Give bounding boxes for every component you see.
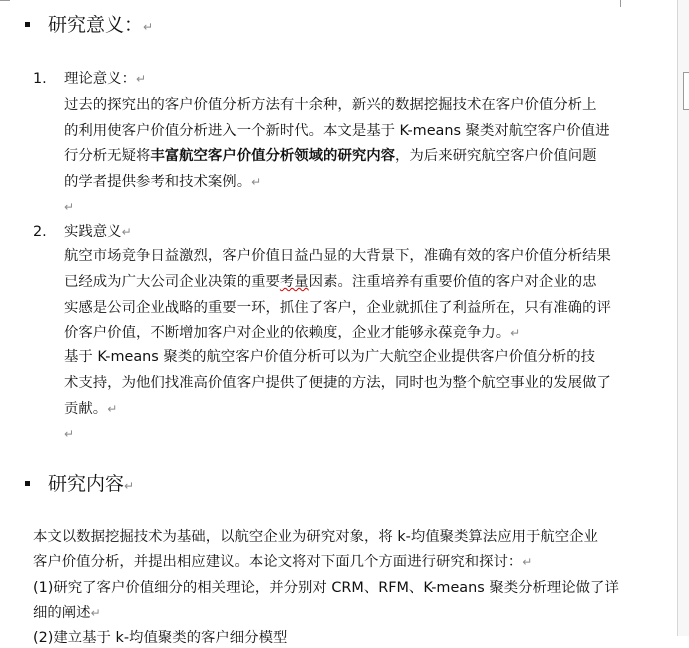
paragraph-mark: ↵ bbox=[64, 427, 75, 441]
heading-bullet bbox=[25, 14, 30, 33]
paragraph-mark: ↵ bbox=[124, 479, 135, 493]
text-run: 因素。注重培养有重要价值的客户对企业的忠 bbox=[308, 274, 597, 290]
title-text: 实践意义 bbox=[64, 224, 122, 240]
text-run: 贡献。 bbox=[64, 401, 108, 417]
text-run: 客户价值分析，并提出相应建议。本论文将对下面几个方面进行研究和探讨： bbox=[33, 554, 523, 570]
paragraph-line bbox=[64, 172, 261, 192]
text-run: 细的阐述 bbox=[33, 605, 91, 621]
spellcheck-underlined-text[interactable]: 考量 bbox=[279, 274, 309, 290]
text-run: 的学者提供参考和技术案例。 bbox=[64, 174, 252, 190]
text-run: 价客户价值，不断增加客户对企业的依赖度，企业才能够永葆竞争力。 bbox=[64, 325, 511, 341]
paragraph-mark: ↵ bbox=[143, 20, 154, 34]
heading-text: 研究意义： bbox=[48, 14, 144, 36]
paragraph-line: (2)建立基于 k-均值聚类的客户细分模型 bbox=[33, 630, 288, 646]
bold-text-run: 丰富航空客户价值分析领域的研究内容 bbox=[150, 148, 396, 164]
list-number: 2. bbox=[33, 224, 47, 240]
paragraph-line: 实感是公司企业战略的重要一环，抓住了客户，企业就抓住了利益所在，只有准确的评 bbox=[64, 300, 611, 316]
paragraph-mark: ↵ bbox=[251, 175, 262, 189]
scrollbar-thumb[interactable] bbox=[683, 72, 689, 110]
paragraph-line bbox=[64, 323, 520, 343]
paragraph-mark: ↵ bbox=[510, 326, 521, 340]
paragraph-mark: ↵ bbox=[64, 200, 75, 214]
heading-text: 研究内容 bbox=[48, 473, 125, 495]
paragraph-line: 的利用使客户价值分析进入一个新时代。本文是基于 K-means 聚类对航空客户价值进 bbox=[64, 123, 610, 139]
heading-bullet bbox=[25, 473, 30, 492]
paragraph-line: 本文以数据挖掘技术为基础，以航空企业为研究对象，将 k-均值聚类算法应用于航空企业 bbox=[33, 529, 598, 545]
text-run: 行分析无疑将 bbox=[64, 148, 151, 164]
paragraph-line: (1)研究了客户价值细分的相关理论，并分别对 CRM、RFM、K-means 聚类分析理论做了详 bbox=[33, 580, 619, 596]
paragraph-line bbox=[64, 146, 597, 166]
paragraph-mark: ↵ bbox=[90, 606, 101, 620]
paragraph-line: 航空市场竞争日益激烈，客户价值日益凸显的大背景下，准确有效的客户价值分析结果 bbox=[64, 248, 611, 264]
paragraph-mark: ↵ bbox=[522, 555, 533, 569]
paragraph-line bbox=[33, 552, 532, 572]
paragraph-line bbox=[64, 399, 117, 419]
paragraph-mark: ↵ bbox=[135, 72, 147, 86]
text-run: ，为后来研究航空客户价值问题 bbox=[395, 148, 597, 164]
list-number: 1. bbox=[33, 71, 47, 87]
paragraph-line: 术支持，为他们找准高价值客户提供了便捷的方法，同时也为整个航空事业的发展做了 bbox=[64, 375, 611, 391]
paragraph-mark: ↵ bbox=[121, 225, 132, 239]
paragraph-mark: ↵ bbox=[107, 402, 118, 416]
paragraph-line bbox=[64, 272, 597, 292]
list-item-title bbox=[64, 69, 146, 89]
paragraph-line: 基于 K-means 聚类的航空客户价值分析可以为广大航空企业提供客户价值分析的技 bbox=[64, 349, 596, 365]
title-text: 理论意义： bbox=[64, 71, 136, 87]
text-run: 已经成为广大公司企业决策的重要 bbox=[64, 274, 280, 290]
paragraph-line bbox=[33, 603, 101, 623]
page-corner-mark bbox=[620, 0, 621, 7]
page-corner-mark bbox=[0, 0, 10, 4]
list-item-title bbox=[64, 222, 132, 242]
section-heading bbox=[48, 13, 153, 39]
section-heading bbox=[48, 472, 134, 498]
paragraph-line: 过去的探究出的客户价值分析方法有十余种，新兴的数据挖掘技术在客户价值分析上 bbox=[64, 97, 597, 113]
